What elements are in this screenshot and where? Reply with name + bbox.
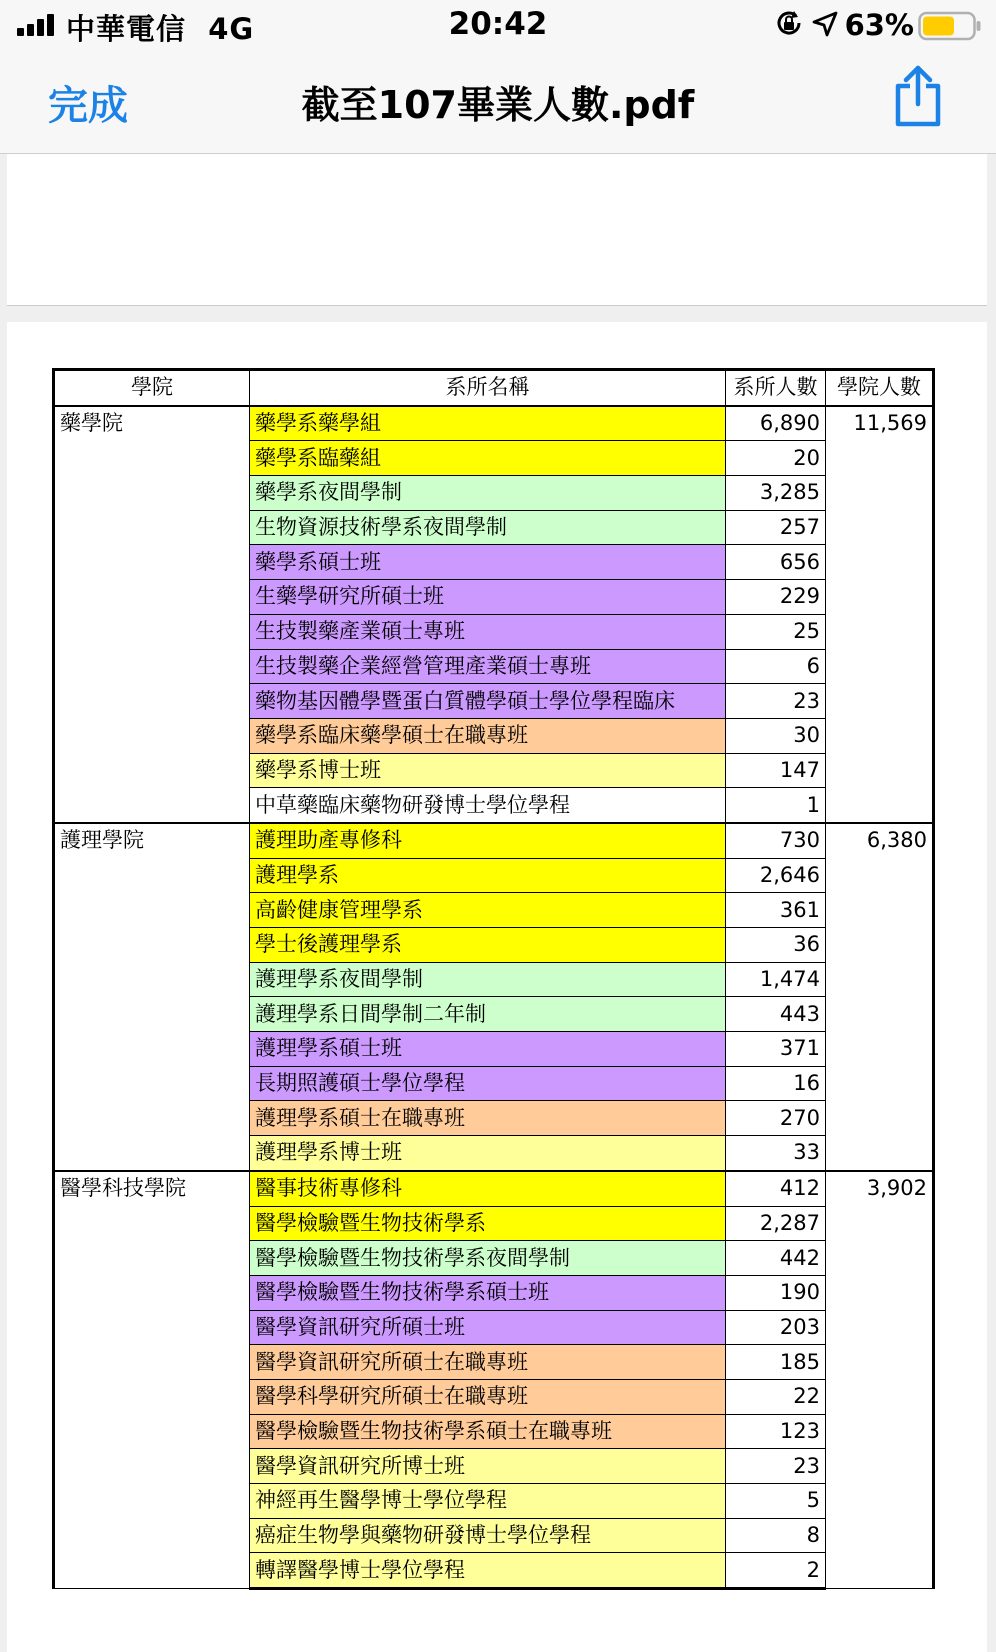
department-name-cell: 護理學系博士班 bbox=[250, 1136, 726, 1171]
carrier-label: 中華電信 4G bbox=[66, 12, 255, 46]
department-name-cell: 護理助產專修科 bbox=[250, 823, 726, 858]
pdf-page-previous bbox=[7, 154, 987, 306]
department-name-cell: 醫學資訊研究所博士班 bbox=[250, 1449, 726, 1484]
department-name-cell: 醫學檢驗暨生物技術學系碩士班 bbox=[250, 1275, 726, 1310]
department-count-cell: 2,287 bbox=[726, 1206, 826, 1241]
department-name-cell: 醫學資訊研究所碩士在職專班 bbox=[250, 1345, 726, 1380]
department-count-cell: 123 bbox=[726, 1414, 826, 1449]
department-count-cell: 656 bbox=[726, 545, 826, 580]
department-count-cell: 30 bbox=[726, 718, 826, 753]
table-row bbox=[54, 1171, 934, 1206]
department-name-cell: 藥學系夜間學制 bbox=[250, 476, 726, 511]
department-count-cell: 185 bbox=[726, 1345, 826, 1380]
department-name-cell: 長期照護碩士學位學程 bbox=[250, 1066, 726, 1101]
department-count-cell: 23 bbox=[726, 1449, 826, 1484]
header-dept-count: 系所人數 bbox=[726, 370, 826, 406]
department-count-cell: 371 bbox=[726, 1032, 826, 1067]
header-college: 學院 bbox=[54, 370, 250, 406]
department-count-cell: 3,285 bbox=[726, 476, 826, 511]
college-name-cell: 醫學科技學院 bbox=[54, 1171, 250, 1589]
department-count-cell: 5 bbox=[726, 1484, 826, 1519]
college-total-cell: 3,902 bbox=[826, 1171, 934, 1589]
department-name-cell: 生技製藥企業經營管理產業碩士專班 bbox=[250, 649, 726, 684]
department-count-cell: 33 bbox=[726, 1136, 826, 1171]
department-count-cell: 412 bbox=[726, 1171, 826, 1206]
department-name-cell: 護理學系日間學制二年制 bbox=[250, 997, 726, 1032]
department-name-cell: 生技製藥產業碩士專班 bbox=[250, 614, 726, 649]
department-name-cell: 學士後護理學系 bbox=[250, 928, 726, 963]
department-name-cell: 高齡健康管理學系 bbox=[250, 893, 726, 928]
department-name-cell: 醫事技術專修科 bbox=[250, 1171, 726, 1206]
department-count-cell: 190 bbox=[726, 1275, 826, 1310]
department-count-cell: 16 bbox=[726, 1066, 826, 1101]
department-name-cell: 癌症生物學與藥物研發博士學位學程 bbox=[250, 1518, 726, 1553]
department-name-cell: 護理學系碩士在職專班 bbox=[250, 1101, 726, 1136]
department-count-cell: 8 bbox=[726, 1518, 826, 1553]
department-name-cell: 醫學資訊研究所碩士班 bbox=[250, 1310, 726, 1345]
department-name-cell: 中草藥臨床藥物研發博士學位學程 bbox=[250, 788, 726, 823]
done-button[interactable]: 完成 bbox=[48, 83, 128, 129]
department-count-cell: 229 bbox=[726, 580, 826, 615]
department-count-cell: 443 bbox=[726, 997, 826, 1032]
department-count-cell: 361 bbox=[726, 893, 826, 928]
table-row bbox=[54, 823, 934, 858]
department-name-cell: 藥物基因體學暨蛋白質體學碩士學位學程臨床 bbox=[250, 684, 726, 719]
location-arrow-icon bbox=[811, 10, 839, 38]
department-count-cell: 1,474 bbox=[726, 962, 826, 997]
department-name-cell: 醫學檢驗暨生物技術學系碩士在職專班 bbox=[250, 1414, 726, 1449]
share-icon[interactable] bbox=[892, 64, 944, 128]
table-header-row bbox=[54, 370, 934, 406]
department-count-cell: 25 bbox=[726, 614, 826, 649]
department-name-cell: 護理學系碩士班 bbox=[250, 1032, 726, 1067]
department-count-cell: 203 bbox=[726, 1310, 826, 1345]
department-name-cell: 醫學檢驗暨生物技術學系 bbox=[250, 1206, 726, 1241]
department-count-cell: 2 bbox=[726, 1553, 826, 1589]
department-count-cell: 257 bbox=[726, 510, 826, 545]
college-name-cell: 藥學院 bbox=[54, 406, 250, 823]
department-count-cell: 1 bbox=[726, 788, 826, 823]
battery-percent: 63% bbox=[844, 8, 914, 42]
status-bar bbox=[0, 0, 996, 50]
department-name-cell: 醫學檢驗暨生物技術學系夜間學制 bbox=[250, 1241, 726, 1276]
department-count-cell: 270 bbox=[726, 1101, 826, 1136]
college-total-cell: 11,569 bbox=[826, 406, 934, 823]
department-count-cell: 730 bbox=[726, 823, 826, 858]
department-count-cell: 6 bbox=[726, 649, 826, 684]
department-name-cell: 生物資源技術學系夜間學制 bbox=[250, 510, 726, 545]
department-count-cell: 23 bbox=[726, 684, 826, 719]
department-name-cell: 藥學系博士班 bbox=[250, 753, 726, 788]
department-count-cell: 22 bbox=[726, 1379, 826, 1414]
graduates-table bbox=[52, 368, 935, 1590]
department-name-cell: 生藥學研究所碩士班 bbox=[250, 580, 726, 615]
department-name-cell: 藥學系臨藥組 bbox=[250, 441, 726, 476]
department-count-cell: 36 bbox=[726, 928, 826, 963]
college-total-cell: 6,380 bbox=[826, 823, 934, 1171]
rotation-lock-icon bbox=[774, 8, 804, 38]
department-name-cell: 神經再生醫學博士學位學程 bbox=[250, 1484, 726, 1519]
department-name-cell: 醫學科學研究所碩士在職專班 bbox=[250, 1379, 726, 1414]
department-count-cell: 442 bbox=[726, 1241, 826, 1276]
battery-icon bbox=[918, 11, 982, 41]
department-name-cell: 轉譯醫學博士學位學程 bbox=[250, 1553, 726, 1589]
department-name-cell: 護理學系夜間學制 bbox=[250, 962, 726, 997]
department-name-cell: 藥學系藥學組 bbox=[250, 406, 726, 441]
department-count-cell: 147 bbox=[726, 753, 826, 788]
department-name-cell: 護理學系 bbox=[250, 858, 726, 893]
department-name-cell: 藥學系臨床藥學碩士在職專班 bbox=[250, 718, 726, 753]
header-college-count: 學院人數 bbox=[826, 370, 934, 406]
document-title: 截至107畢業人數.pdf bbox=[301, 83, 695, 127]
department-count-cell: 2,646 bbox=[726, 858, 826, 893]
department-count-cell: 20 bbox=[726, 441, 826, 476]
table-row bbox=[54, 406, 934, 441]
clock: 20:42 bbox=[448, 6, 548, 42]
department-name-cell: 藥學系碩士班 bbox=[250, 545, 726, 580]
header-department: 系所名稱 bbox=[250, 370, 726, 406]
college-name-cell: 護理學院 bbox=[54, 823, 250, 1171]
department-count-cell: 6,890 bbox=[726, 406, 826, 441]
